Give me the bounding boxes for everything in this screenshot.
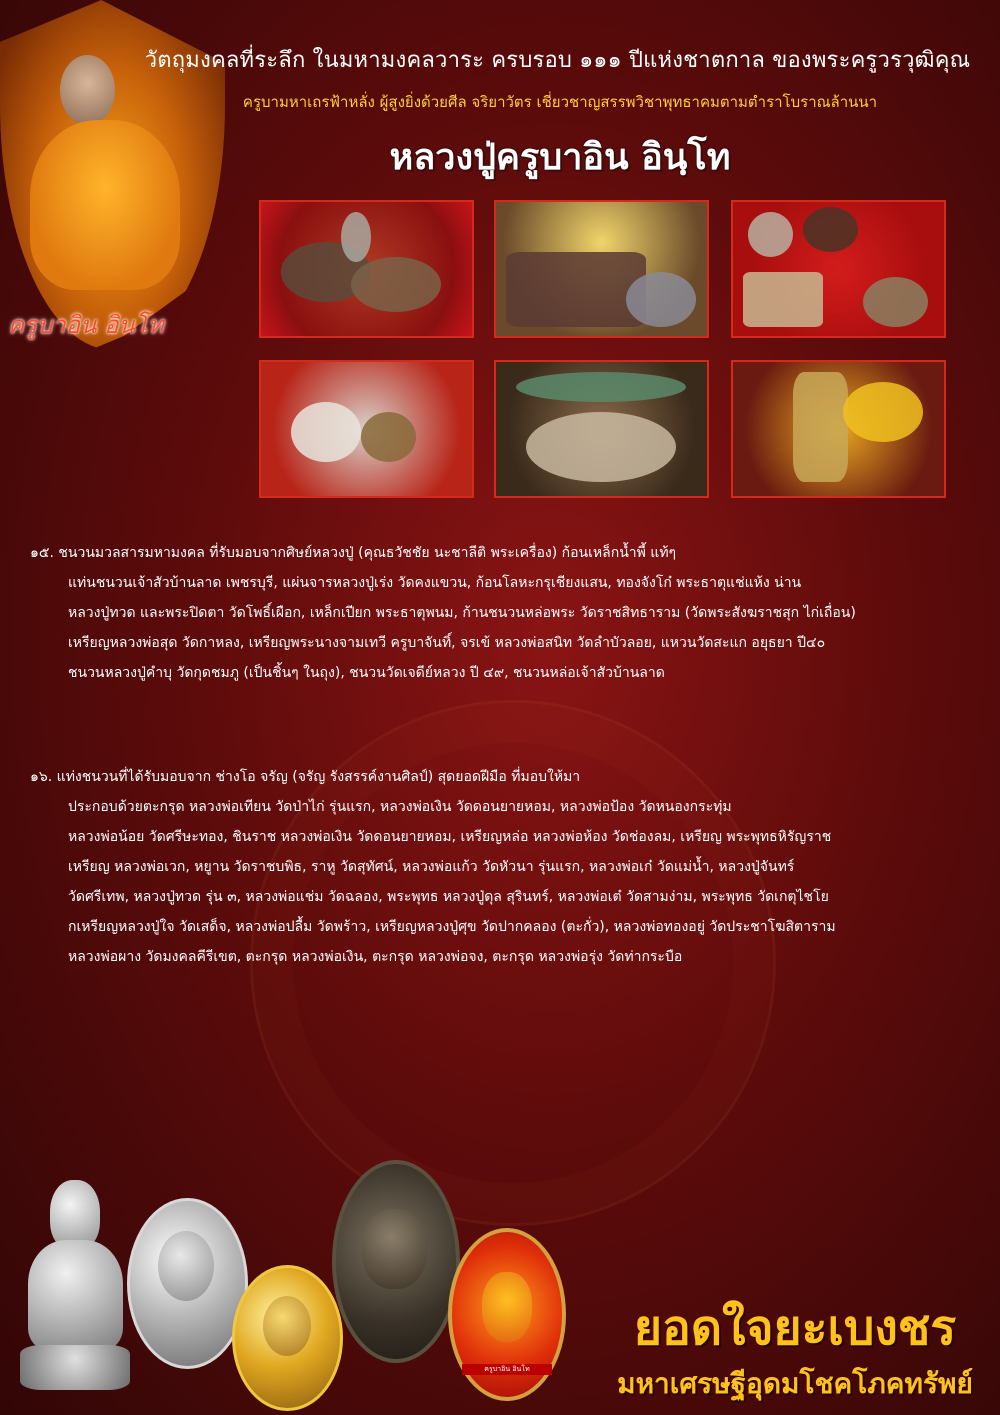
section-16-line: หลวงพ่อผาง วัดมงคลคีรีเขต, ตะกรุด หลวงพ่อเงิน, ตะกรุด หลวงพ่อจง, ตะกรุด หลวงพ่อรุ่ง วัดท่ากระบือ (68, 949, 683, 965)
buddha-statue-amulet (20, 1180, 130, 1395)
photo-grid (259, 200, 974, 500)
section-15-line: แท่นชนวนเจ้าสัวบ้านลาด เพชรบุรี, แผ่นจารหลวงปู่เร่ง วัดคงแขวน, ก้อนโลหะกรุเชียงแสน, ทองจังโก๋ พระธาตุแช่แห้ง น่าน (68, 575, 802, 591)
header-line-1: วัตถุมงคลที่ระลึก ในมหามงคลวาระ ครบรอบ ๑๑๑ ปีแห่งชาตกาล ของพระครูวรวุฒิคุณ (144, 48, 971, 73)
section-16-line: เหรียญ หลวงพ่อเวก, หยูาน วัดราชบพิธ, ราหู วัดสุทัศน์, หลวงพ่อแก้ว วัดหัวนา รุ่นแรก, หลวงพ่อเก๋ วัดแม่น้ำ, หลวงปู่จันทร์ (68, 859, 795, 875)
photo-metal-rolls (731, 360, 946, 498)
header-line-2: ครูบามหาเถรฟ้าหลั่ง ผู้สูงยิ่งด้วยศีล จริยาวัตร เชี่ยวชาญสรรพวิชาพุทธาคมตามตำราโบราณล้านนา (242, 93, 878, 111)
silver-medal-amulet (127, 1198, 248, 1369)
monk-robe (30, 120, 180, 290)
red-medal-label: ครูบาอิน อินโท (462, 1364, 552, 1375)
photo-relics-bags (731, 200, 946, 338)
gold-medal-amulet (232, 1265, 343, 1411)
section-15-line: ชนวนหลวงปู่คำบุ วัดกุดชมภู (เป็นชิ้นๆ ในถุง), ชนวนวัดเจดีย์หลวง ปี ๔๙, ชนวนหล่อเจ้าสัวบ้านลาด (68, 665, 665, 681)
photo-metal-pieces (494, 360, 709, 498)
section-16-line: ประกอบด้วยตะกรุด หลวงพ่อเทียน วัดป่าไก่ รุ่นแรก, หลวงพ่อเงิน วัดดอนยายหอม, หลวงพ่อป้อง วัดหนองกระทุ่ม (68, 799, 732, 815)
section-16 (30, 762, 990, 972)
section-16-line: ๑๖. แท่งชนวนที่ได้รับมอบจาก ช่างโอ จรัญ (จรัญ รังสรรค์งานศิลป์) สุดยอดฝีมือ ที่มอบให้มา (30, 769, 581, 785)
section-16-line: หลวงพ่อน้อย วัดศรีษะทอง, ชินราช หลวงพ่อเงิน วัดดอนยายหอม, เหรียญหล่อ หลวงพ่อห้อง วัดช่องลม, เหรียญ พระพุทธหิรัญราช (68, 829, 832, 845)
photo-metal-sheets (494, 200, 709, 338)
section-15 (30, 538, 990, 688)
photo-amulets-pile (259, 200, 474, 338)
section-16-line: วัดศรีเทพ, หลวงปู่ทวด รุ่น ๓, หลวงพ่อแช่ม วัดฉลอง, พระพุทธ หลวงปู่ดุล สุรินทร์, หลวงพ่อเต๋ วัดสามง่าม, พระพุทธ วัดเกตุไชโย (68, 889, 829, 905)
page-title: หลวงปู่ครูบาอิน อินฺโท (389, 136, 731, 178)
bronze-medal-amulet (332, 1160, 460, 1363)
red-medal-amulet (448, 1228, 566, 1401)
monk-head (60, 55, 115, 125)
photo-plastic-bags (259, 360, 474, 498)
section-15-line: ๑๕. ชนวนมวลสารมหามงคล ที่รับมอบจากศิษย์หลวงปู่ (คุณธวัชชัย นะชาลีติ พระเครื่อง) ก้อนเหล็กน้ำพี้ แท้ๆ (30, 545, 677, 561)
section-15-line: เหรียญหลวงพ่อสุด วัดกาหลง, เหรียญพระนางจามเทวี ครูบาจันทิ์, จรเข้ หลวงพ่อสนิท วัดลำบัวลอย, แหวนวัดสะแก อยุธยา ปี๔๐ (68, 635, 826, 651)
section-15-line: หลวงปู่ทวด และพระปิดตา วัดโพธิ์เผือก, เหล็กเปียก พระธาตุพนม, ก้านชนวนหล่อพระ วัดราชสิทธาราม (วัดพระสังฆราชสุก ไก่เถื่อน) (68, 605, 856, 621)
footer-brand-subtitle: มหาเศรษฐีอุดมโชคโภคทรัพย์ (617, 1367, 973, 1400)
portrait-signature: ครูบาอิน อินโท (8, 311, 164, 339)
footer-brand-title: ยอดใจยะเบงชร (633, 1300, 957, 1356)
section-16-line: กเหรียญหลวงปู่ใจ วัดเสด็จ, หลวงพ่อปลื้ม วัดพร้าว, เหรียญหลวงปู่ศุข วัดปากคลอง (ตะกั่ว), หลวงพ่อทองอยู่ วัดประชาโฆสิตาราม (68, 919, 836, 935)
